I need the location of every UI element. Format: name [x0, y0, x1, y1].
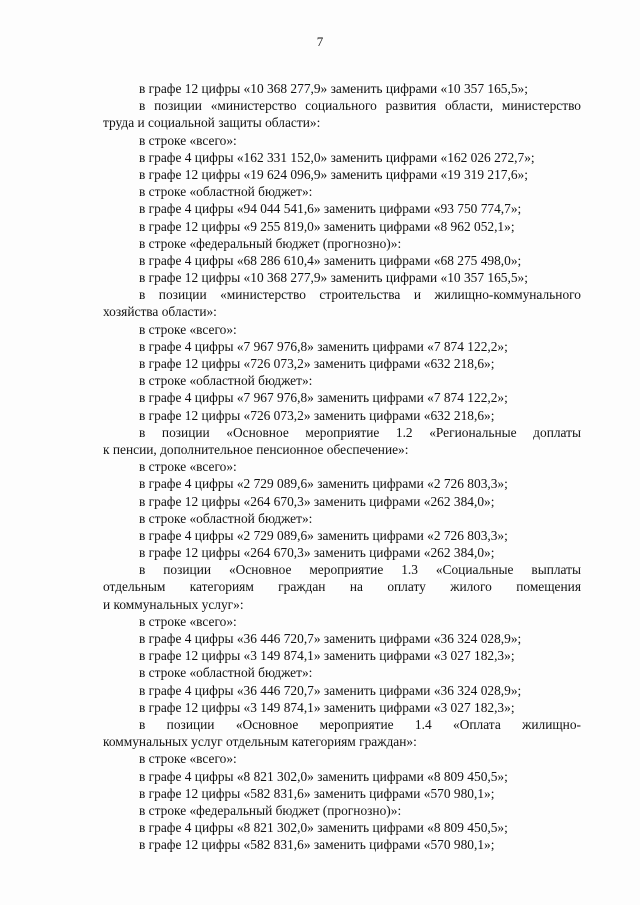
- text-line: к пенсии, дополнительное пенсионное обеспечение»:: [103, 441, 409, 457]
- text-line: в графе 12 цифры «264 670,3» заменить цифрами «262 384,0»;: [139, 493, 495, 509]
- text-line: в графе 4 цифры «68 286 610,4» заменить цифрами «68 275 498,0»;: [139, 252, 522, 268]
- text-line: в строке «областной бюджет»:: [139, 665, 313, 681]
- text-line: в графе 4 цифры «8 821 302,0» заменить цифрами «8 809 450,5»;: [139, 768, 508, 784]
- text-line: в графе 4 цифры «36 446 720,7» заменить цифрами «36 324 028,9»;: [139, 682, 522, 698]
- text-line: в строке «всего»:: [139, 321, 237, 337]
- page-number: 7: [316, 34, 324, 49]
- text-line: в графе 4 цифры «36 446 720,7» заменить цифрами «36 324 028,9»;: [139, 631, 522, 646]
- text-line: и коммунальных услуг»:: [103, 596, 244, 612]
- text-line: в графе 12 цифры «582 831,6» заменить цифрами «570 980,1»;: [139, 837, 495, 853]
- text-line: в графе 4 цифры «7 967 976,8» заменить цифрами «7 874 122,2»;: [139, 338, 508, 354]
- text-line: коммунальных услуг отдельным категориям граждан»:: [103, 734, 417, 750]
- text-line: в позиции «министерство социального развития области, министерство: [139, 98, 581, 114]
- text-line: в графе 4 цифры «162 331 152,0» заменить цифрами «162 026 272,7»;: [139, 149, 535, 165]
- text-line: в графе 4 цифры «2 729 089,6» заменить цифрами «2 726 803,3»;: [139, 527, 508, 543]
- text-line: в графе 12 цифры «726 073,2» заменить цифрами «632 218,6»;: [139, 356, 495, 371]
- text-line: в строке «всего»:: [139, 132, 237, 148]
- text-line: в графе 12 цифры «10 368 277,9» заменить цифрами «10 357 165,5»;: [139, 81, 528, 96]
- document-body: [103, 80, 581, 853]
- text-line: труда и социальной защиты области»:: [103, 115, 321, 131]
- text-line: в строке «областной бюджет»:: [139, 510, 313, 526]
- text-line: в позиции «Основное мероприятие 1.4 «Оплата жилищно-: [139, 716, 581, 732]
- text-line: в строке «всего»:: [139, 459, 237, 475]
- text-line: в строке «федеральный бюджет (прогнозно)»:: [139, 235, 402, 251]
- text-line: в строке «областной бюджет»:: [139, 184, 313, 200]
- text-line: в графе 12 цифры «9 255 819,0» заменить цифрами «8 962 052,1»;: [139, 218, 515, 234]
- text-line: в графе 12 цифры «3 149 874,1» заменить цифрами «3 027 182,3»;: [139, 648, 515, 664]
- text-line: в строке «федеральный бюджет (прогнозно)»:: [139, 802, 402, 818]
- text-line: в графе 12 цифры «19 624 096,9» заменить цифрами «19 319 217,6»;: [139, 166, 528, 182]
- text-line: в позиции «Основное мероприятие 1.2 «Региональные доплаты: [139, 424, 581, 440]
- text-line: в графе 12 цифры «582 831,6» заменить цифрами «570 980,1»;: [139, 785, 495, 801]
- text-line: в строке «областной бюджет»:: [139, 373, 313, 389]
- text-line: в позиции «министерство строительства и жилищно-коммунального: [139, 287, 581, 303]
- text-line: в позиции «Основное мероприятие 1.3 «Социальные выплаты: [139, 562, 581, 578]
- text-line: в графе 4 цифры «7 967 976,8» заменить цифрами «7 874 122,2»;: [139, 390, 508, 406]
- text-line: в строке «всего»:: [139, 613, 237, 629]
- text-line: отдельным категориям граждан на оплату жилого помещения: [103, 579, 581, 595]
- text-line: в графе 12 цифры «726 073,2» заменить цифрами «632 218,6»;: [139, 407, 495, 423]
- text-line: в графе 12 цифры «264 670,3» заменить цифрами «262 384,0»;: [139, 545, 495, 561]
- text-line: в графе 4 цифры «94 044 541,6» заменить цифрами «93 750 774,7»;: [139, 201, 522, 217]
- text-line: в строке «всего»:: [139, 751, 237, 767]
- text-line: в графе 4 цифры «2 729 089,6» заменить цифрами «2 726 803,3»;: [139, 476, 508, 492]
- text-line: в графе 12 цифры «3 149 874,1» заменить цифрами «3 027 182,3»;: [139, 699, 515, 715]
- text-line: хозяйства области»:: [103, 304, 217, 320]
- text-line: в графе 4 цифры «8 821 302,0» заменить цифрами «8 809 450,5»;: [139, 820, 508, 836]
- text-line: в графе 12 цифры «10 368 277,9» заменить цифрами «10 357 165,5»;: [139, 270, 528, 286]
